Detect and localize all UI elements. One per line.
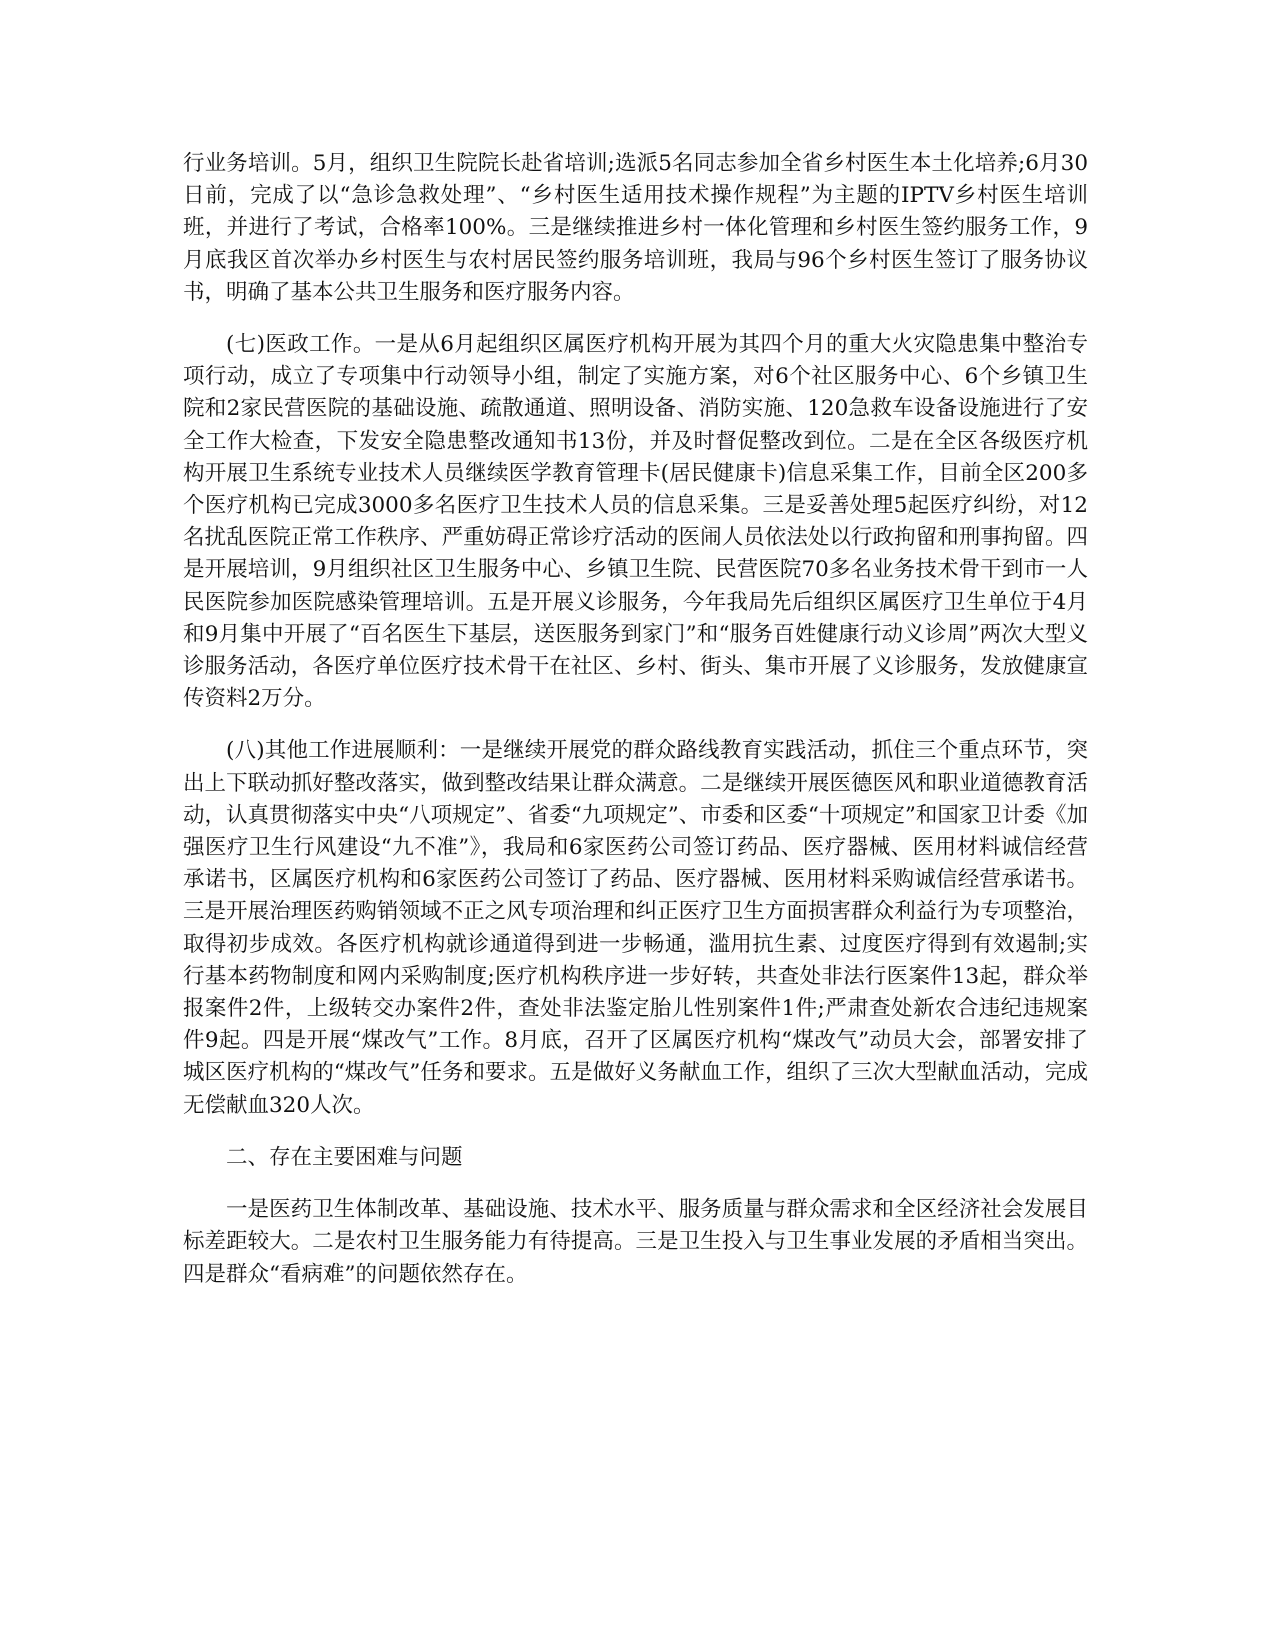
section-heading: 二、存在主要困难与问题 [226, 1144, 463, 1170]
paragraph-training: 行业务培训。5月，组织卫生院院长赴省培训;选派5名同志参加全省乡村医生本土化培养;6月30日前，完成了以“急诊急救处理”、“乡村医生适用技术操作规程”为主题的IPTV乡村医生培训班，并进行了考试，合格率100%。三是继续推进乡村一体化管理和乡村医生签约服务工作，9月底我区首次举办乡村医生与农村居民签约服务培训班，我局与96个乡村医生签订了服务协议书，明确了基本公共卫生服务和医疗服务内容。 [183, 151, 1088, 305]
paragraph-other-work: (八)其他工作进展顺利：一是继续开展党的群众路线教育实践活动，抓住三个重点环节，突出上下联动抓好整改落实，做到整改结果让群众满意。二是继续开展医德医风和职业道德教育活动，认真贯彻落实中央“八项规定”、省委“九项规定”、市委和区委“十项规定”和国家卫计委《加强医疗卫生行风建设“九不准”》，我局和6家医药公司签订药品、医疗器械、医用材料诚信经营承诺书，区属医疗机构和6家医药公司签订了药品、医疗器械、医用材料采购诚信经营承诺书。三是开展治理医药购销领域不正之风专项治理和纠正医疗卫生方面损害群众利益行为专项整治，取得初步成效。各医疗机构就诊通道得到进一步畅通，滥用抗生素、过度医疗得到有效遏制;实行基本药物制度和网内采购制度;医疗机构秩序进一步好转，共查处非法行医案件13起，群众举报案件2件，上级转交办案件2件，查处非法鉴定胎儿性别案件1件;严肃查处新农合违纪违规案件9起。四是开展“煤改气”工作。8月底，召开了区属医疗机构“煤改气”动员大会，部署安排了城区医疗机构的“煤改气”任务和要求。五是做好义务献血工作，组织了三次大型献血活动，完成无偿献血320人次。 [183, 738, 1088, 1118]
paragraph-problems: 一是医药卫生体制改革、基础设施、技术水平、服务质量与群众需求和全区经济社会发展目标差距较大。二是农村卫生服务能力有待提高。三是卫生投入与卫生事业发展的矛盾相当突出。四是群众“看病难”的问题依然存在。 [183, 1197, 1088, 1287]
paragraph-medical-administration: (七)医政工作。一是从6月起组织区属医疗机构开展为其四个月的重大火灾隐患集中整治专项行动，成立了专项集中行动领导小组，制定了实施方案，对6个社区服务中心、6个乡镇卫生院和2家民营医院的基础设施、疏散通道、照明设备、消防实施、120急救车设备设施进行了安全工作大检查，下发安全隐患整改通知书13份，并及时督促整改到位。二是在全区各级医疗机构开展卫生系统专业技术人员继续医学教育管理卡(居民健康卡)信息采集工作，目前全区200多个医疗机构已完成3000多名医疗卫生技术人员的信息采集。三是妥善处理5起医疗纠纷，对12名扰乱医院正常工作秩序、严重妨碍正常诊疗活动的医闹人员依法处以行政拘留和刑事拘留。四是开展培训，9月组织社区卫生服务中心、乡镇卫生院、民营医院70多名业务技术骨干到市一人民医院参加医院感染管理培训。五是开展义诊服务，今年我局先后组织区属医疗卫生单位于4月和9月集中开展了“百名医生下基层，送医服务到家门”和“服务百姓健康行动义诊周”两次大型义诊服务活动，各医疗单位医疗技术骨干在社区、乡村、街头、集市开展了义诊服务，发放健康宣传资料2万分。 [183, 332, 1088, 712]
document-page [183, 148, 1088, 1311]
